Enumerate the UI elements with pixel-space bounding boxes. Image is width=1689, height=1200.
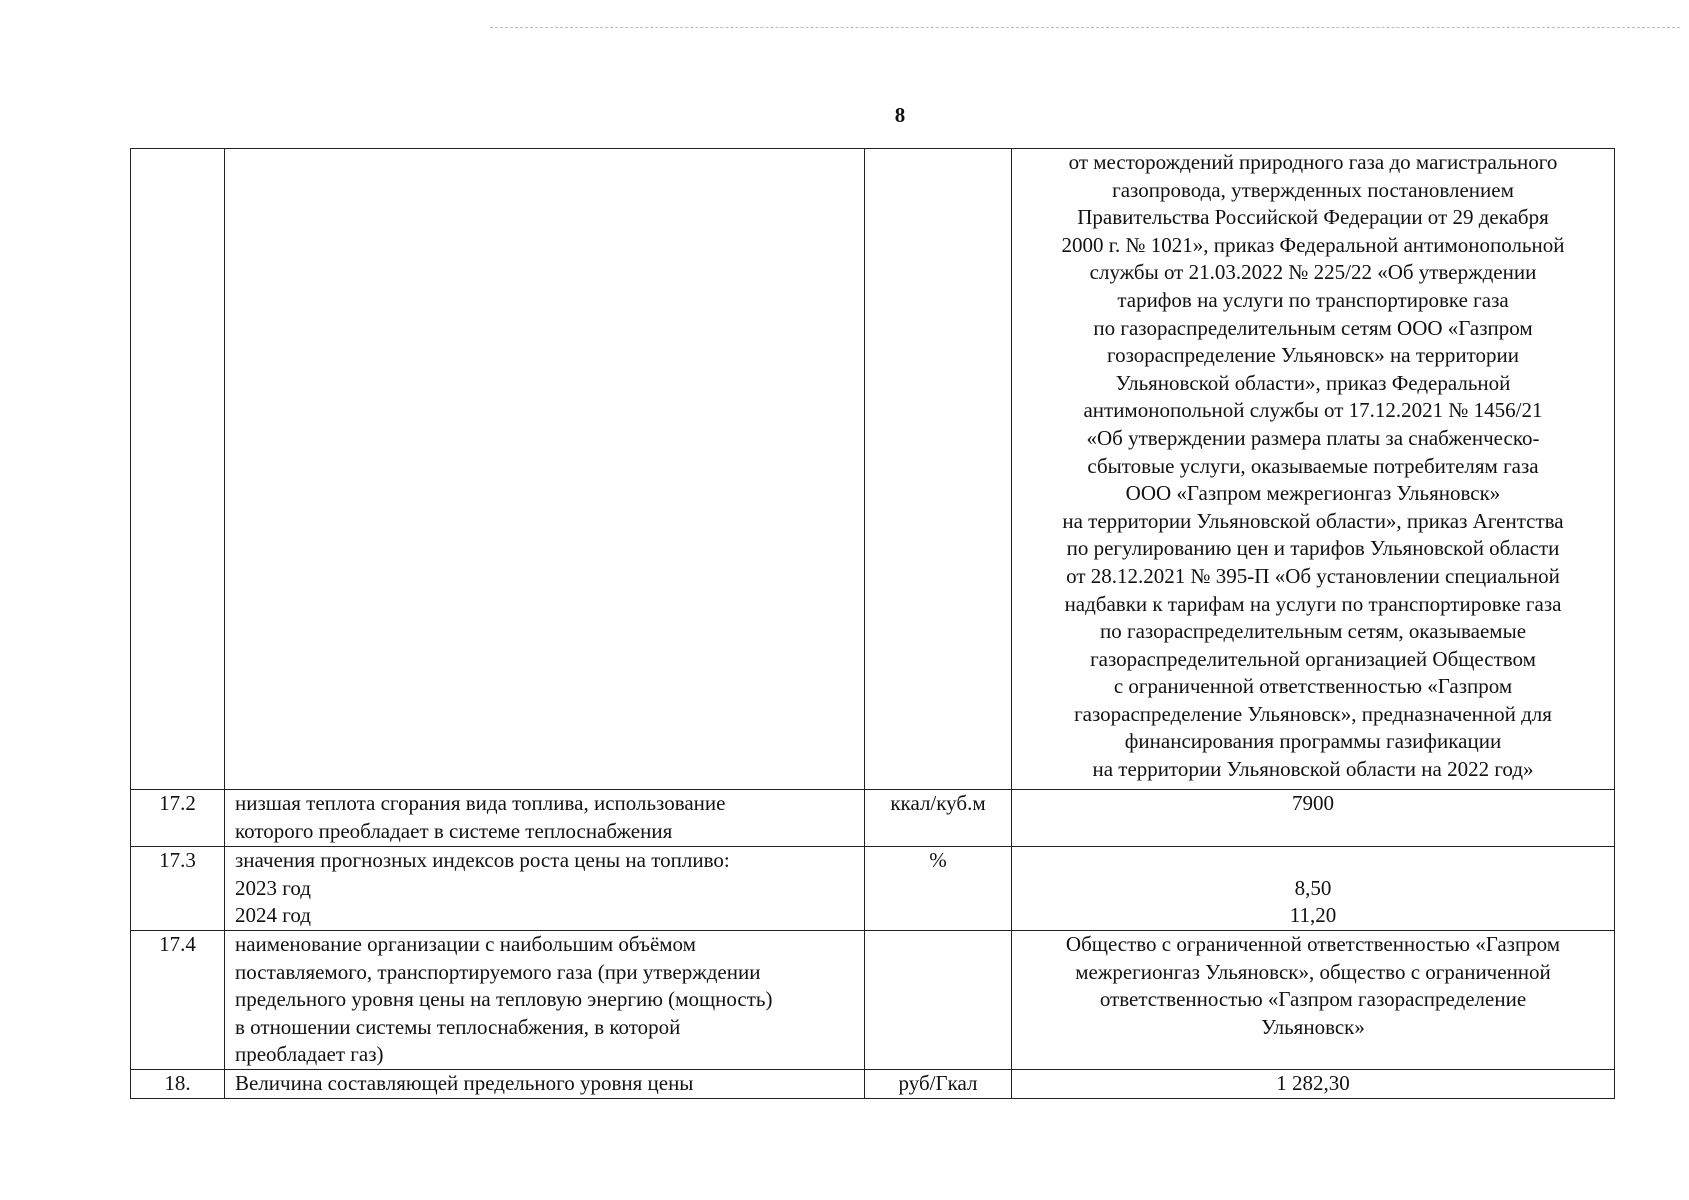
text-line: в отношении системы теплоснабжения, в которой bbox=[235, 1014, 681, 1039]
text-line: сбытовые услуги, оказываемые потребителям газа bbox=[1087, 453, 1539, 478]
text-line: газопровода, утвержденных постановлением bbox=[1112, 177, 1514, 202]
cell-description bbox=[225, 1070, 865, 1099]
text-line: ответственностью «Газпром газораспределение bbox=[1099, 987, 1527, 1012]
text-line: 2000 г. № 1021», приказ Федеральной антимонопольной bbox=[1061, 232, 1565, 257]
cell-number: 17.2 bbox=[131, 790, 225, 847]
text-line: 8,50 bbox=[1294, 875, 1332, 900]
cell-description bbox=[225, 790, 865, 847]
cell-description bbox=[225, 931, 865, 1070]
cell-unit: % bbox=[865, 847, 1012, 931]
text-line: Величина составляющей предельного уровня цены bbox=[235, 1071, 694, 1095]
text-line: Ульяновск» bbox=[1261, 1014, 1365, 1039]
text-line: преобладает газ) bbox=[235, 1042, 384, 1067]
text-line: по газораспределительным сетям ООО «Газпром bbox=[1093, 315, 1533, 340]
text-line: значения прогнозных индексов роста цены на топливо: bbox=[235, 848, 730, 872]
cell-value bbox=[1012, 1070, 1615, 1099]
table-row bbox=[131, 790, 1615, 847]
text-line: 2023 год bbox=[235, 875, 311, 900]
cell-value bbox=[1012, 149, 1615, 790]
text-line: предельного уровня цены на тепловую энергию (мощность) bbox=[235, 987, 773, 1012]
text-line: с ограниченной ответственностью «Газпром bbox=[1113, 674, 1513, 699]
text-line: гозораспределение Ульяновск» на территории bbox=[1107, 343, 1519, 368]
text-line: межрегионгаз Ульяновск», общество с ограниченной bbox=[1075, 959, 1551, 984]
text-line: на территории Ульяновской области», приказ Агентства bbox=[1062, 508, 1564, 533]
text-line: 7900 bbox=[1292, 791, 1334, 815]
cell-unit: ккал/куб.м bbox=[865, 790, 1012, 847]
text-line: службы от 21.03.2022 № 225/22 «Об утверждении bbox=[1089, 260, 1537, 285]
cell-description bbox=[225, 149, 865, 790]
text-line: надбавки к тарифам на услуги по транспортировке газа bbox=[1064, 591, 1562, 616]
text-line: 2024 год bbox=[235, 903, 311, 928]
text-line: которого преобладает в системе теплоснабжения bbox=[235, 818, 673, 843]
text-line: низшая теплота сгорания вида топлива, использование bbox=[235, 791, 726, 815]
text-line: от 28.12.2021 № 395-П «Об установлении специальной bbox=[1066, 563, 1560, 588]
cell-unit bbox=[865, 149, 1012, 790]
cell-value bbox=[1012, 847, 1615, 931]
cell-number: 18. bbox=[131, 1070, 225, 1099]
table-row bbox=[131, 1070, 1615, 1099]
text-line: 1 282,30 bbox=[1276, 1071, 1350, 1095]
text-line: 11,20 bbox=[1289, 903, 1337, 928]
text-line: «Об утверждении размера платы за снабженческо- bbox=[1086, 425, 1540, 450]
cell-value bbox=[1012, 931, 1615, 1070]
text-line: Общество с ограниченной ответственностью «Газпром bbox=[1065, 932, 1561, 956]
cell-number: 17.3 bbox=[131, 847, 225, 931]
text-line: ООО «Газпром межрегионгаз Ульяновск» bbox=[1125, 481, 1501, 506]
cell-description bbox=[225, 847, 865, 931]
table-row bbox=[131, 847, 1615, 931]
text-line: антимонопольной службы от 17.12.2021 № 1456/21 bbox=[1083, 398, 1543, 423]
text-line: финансирования программы газификации bbox=[1124, 729, 1502, 754]
spacer bbox=[1018, 847, 1608, 875]
text-line: на территории Ульяновской области на 2022 год» bbox=[1092, 757, 1534, 782]
cell-value bbox=[1012, 790, 1615, 847]
table-row bbox=[131, 149, 1615, 790]
text-line: Правительства Российской Федерации от 29 декабря bbox=[1077, 205, 1549, 230]
page-number: 8 bbox=[894, 103, 906, 127]
table-row bbox=[131, 931, 1615, 1070]
text-line: поставляемого, транспортируемого газа (при утверждении bbox=[235, 959, 761, 984]
text-line: тарифов на услуги по транспортировке газа bbox=[1117, 287, 1509, 312]
text-line: газораспределение Ульяновск», предназначенной для bbox=[1074, 701, 1552, 726]
text-line: от месторождений природного газа до магистрального bbox=[1068, 150, 1558, 174]
text-line: наименование организации с наибольшим объёмом bbox=[235, 932, 696, 956]
text-line: Ульяновской области», приказ Федеральной bbox=[1115, 370, 1511, 395]
text-line: по регулированию цен и тарифов Ульяновской области bbox=[1066, 536, 1560, 561]
cell-unit: руб/Гкал bbox=[865, 1070, 1012, 1099]
tariff-table bbox=[130, 148, 1615, 1099]
scan-artifact-line bbox=[490, 27, 1680, 28]
text-line: газораспределительной организацией Обществом bbox=[1090, 646, 1536, 671]
cell-number: 17.4 bbox=[131, 931, 225, 1070]
text-line: по газораспределительным сетям, оказываемые bbox=[1099, 619, 1527, 644]
cell-unit bbox=[865, 931, 1012, 1070]
cell-number bbox=[131, 149, 225, 790]
